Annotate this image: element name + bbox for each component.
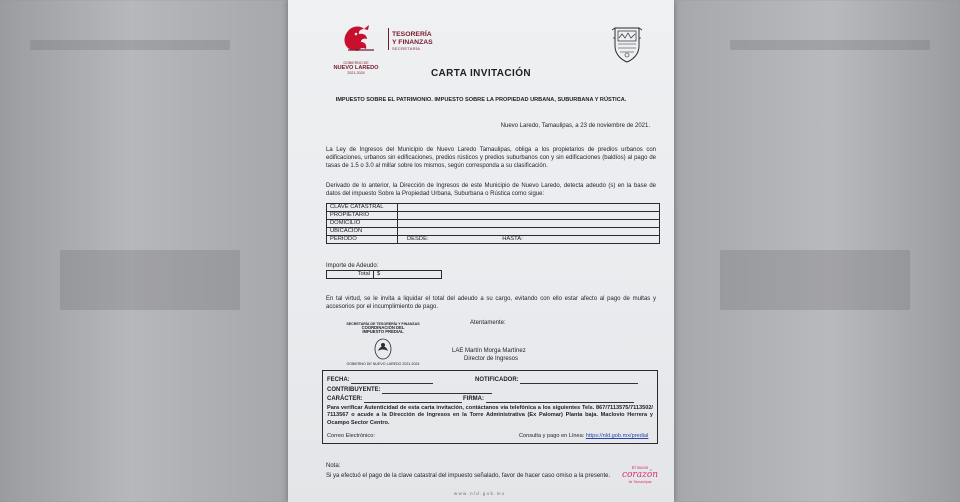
table-cell-label: PROPIETARIO (327, 212, 398, 220)
slogan-line-2: corazón (621, 469, 659, 480)
table-row (327, 204, 660, 212)
document-date: Nuevo Laredo, Tamaulipas, a 23 de noviembre de 2021. (500, 123, 650, 129)
table-cell-value (398, 204, 660, 212)
coat-of-arms-icon (610, 24, 644, 64)
consulta-row (519, 433, 648, 440)
tesoreria-line-3: SECRETARÍA (392, 46, 421, 52)
table-cell-label: DOMICILIO (327, 220, 398, 228)
nota-text: Si ya efectuó el pago de la clave catastral del impuesto señalado, favor de hacer caso omiso a la presente. (326, 473, 611, 479)
stamp-line-1: SECRETARÍA DE TESORERÍA Y FINANZAS (346, 322, 420, 326)
tesoreria-line-2: Y FINANZAS (392, 38, 433, 46)
logo-divider (388, 28, 389, 50)
tesoreria-logo (392, 31, 444, 51)
verify-text: Para verificar Autenticidad de esta carta invitación, contáctanos vía telefónica a los siguientes Tels. 867/7113575/7113502/ 7113567 o acude a la Dirección de Ingresos en la Torre Administrativa (Ex Palomar) Planta baja. Maclovio Herrera y Ocampo Sector Centro. (327, 405, 653, 426)
debt-table (326, 203, 660, 244)
signer-role: Director de Ingresos (464, 356, 519, 362)
notification-box (322, 370, 658, 444)
slogan-logo (618, 466, 662, 484)
rooster-icon (330, 20, 390, 56)
municipal-crest (610, 24, 644, 64)
notificador-label: NOTIFICADOR: (475, 377, 519, 383)
atentamente-label: Atentamente: (470, 320, 506, 326)
table-cell-value (398, 228, 660, 236)
background-blur-shape (30, 40, 230, 50)
period-hasta-label: HASTA: (502, 236, 523, 242)
table-cell-label: UBICACIÓN (327, 228, 398, 236)
footer-web: www.nld.gob.mx (454, 491, 506, 496)
stamp-line-2: COORDINACIÓN DEL (361, 325, 405, 331)
caracter-line (364, 402, 462, 403)
table-row (327, 212, 660, 220)
background-blur-shape (730, 40, 930, 50)
table-cell-label: PERIODO (327, 236, 398, 244)
table-cell-value (398, 220, 660, 228)
firma-line (486, 402, 634, 403)
caracter-label: CARÁCTER: (327, 396, 363, 402)
table-cell-value (398, 212, 660, 220)
table-row (327, 220, 660, 228)
notificador-row (475, 376, 638, 384)
fecha-label: FECHA: (327, 377, 350, 383)
signer-name: LAE Martín Morga Martínez (452, 348, 526, 354)
predial-link[interactable]: https://nld.gob.mx/predial (585, 433, 649, 439)
logo-line-2: NUEVO LAREDO (333, 65, 379, 72)
nota-label: Nota: (326, 463, 341, 469)
slogan-line-3: de Tamaulipas (628, 479, 652, 484)
fecha-line (351, 383, 433, 384)
paragraph-debt: Derivado de lo anterior, la Dirección de Ingresos de este Municipio de Nuevo Laredo, detecta adeudo (s) en la base de datos del impuesto Sobre la Propiedad Urbana, Suburbana o Rústica como sigue: (326, 183, 656, 198)
document-subject: IMPUESTO SOBRE EL PATRIMONIO. IMPUESTO SOBRE LA PROPIEDAD URBANA, SUBURBANA Y RÚSTICA. (335, 97, 627, 103)
background-blur-shape (720, 250, 910, 310)
logo-line-1: GOBIERNO DE (343, 61, 369, 65)
contribuyente-row (327, 386, 492, 394)
table-row (327, 236, 660, 244)
nuevo-laredo-logo (330, 20, 390, 76)
stamp-bottom: GOBIERNO DE NUEVO LAREDO 2021-2024 (346, 361, 420, 366)
fecha-row (327, 376, 433, 384)
tesoreria-line-1: TESORERÍA (392, 31, 432, 38)
paragraph-invitation: En tal virtud, se le invita a liquidar el total del adeudo a su cargo, evitando con ello estar afecto al pago de multas y accesorios por el incumplimiento de pago. (326, 296, 656, 311)
stamp-line-3: IMPUESTO PREDIAL (362, 329, 404, 335)
period-desde-label: DESDE: (407, 236, 429, 242)
paragraph-law: La Ley de Ingresos del Municipio de Nuevo Laredo Tamaulipas, obliga a los propietarios de predios urbanos con edificaciones, urbanos sin edificaciones, predios rústicos y predios suburbanos con y sin edificaciones (baldíos) al pago de tasas de 1.5 o 3.0 al millar sobre los mismos, según corresponda a su clasificación. (326, 147, 656, 170)
consulta-label: Consulta y pago en Línea: (519, 433, 585, 439)
table-cell-label: CLAVE CATASTRAL (327, 204, 398, 212)
document-title: CARTA INVITACIÓN (430, 68, 532, 79)
table-row (327, 271, 442, 279)
email-label: Correo Electrónico: (327, 433, 375, 439)
slogan-line-1: El nuevo (631, 465, 649, 470)
table-row (327, 228, 660, 236)
background-blur-shape (60, 250, 240, 310)
document-page (288, 0, 674, 502)
total-label: Total (327, 271, 374, 279)
total-table (326, 270, 442, 279)
caracter-row (327, 395, 462, 403)
table-cell-period (398, 236, 660, 244)
official-stamp (344, 322, 422, 366)
notificador-line (520, 383, 638, 384)
contribuyente-line (382, 393, 492, 394)
total-currency: $ (374, 271, 442, 279)
firma-row (463, 395, 634, 403)
mexico-eagle-icon (372, 337, 394, 361)
firma-label: FIRMA: (463, 396, 484, 402)
contribuyente-label: CONTRIBUYENTE: (327, 387, 381, 393)
importe-label: Importe de Adeudo: (326, 263, 379, 269)
logo-line-3: 2021-2024 (347, 71, 365, 76)
